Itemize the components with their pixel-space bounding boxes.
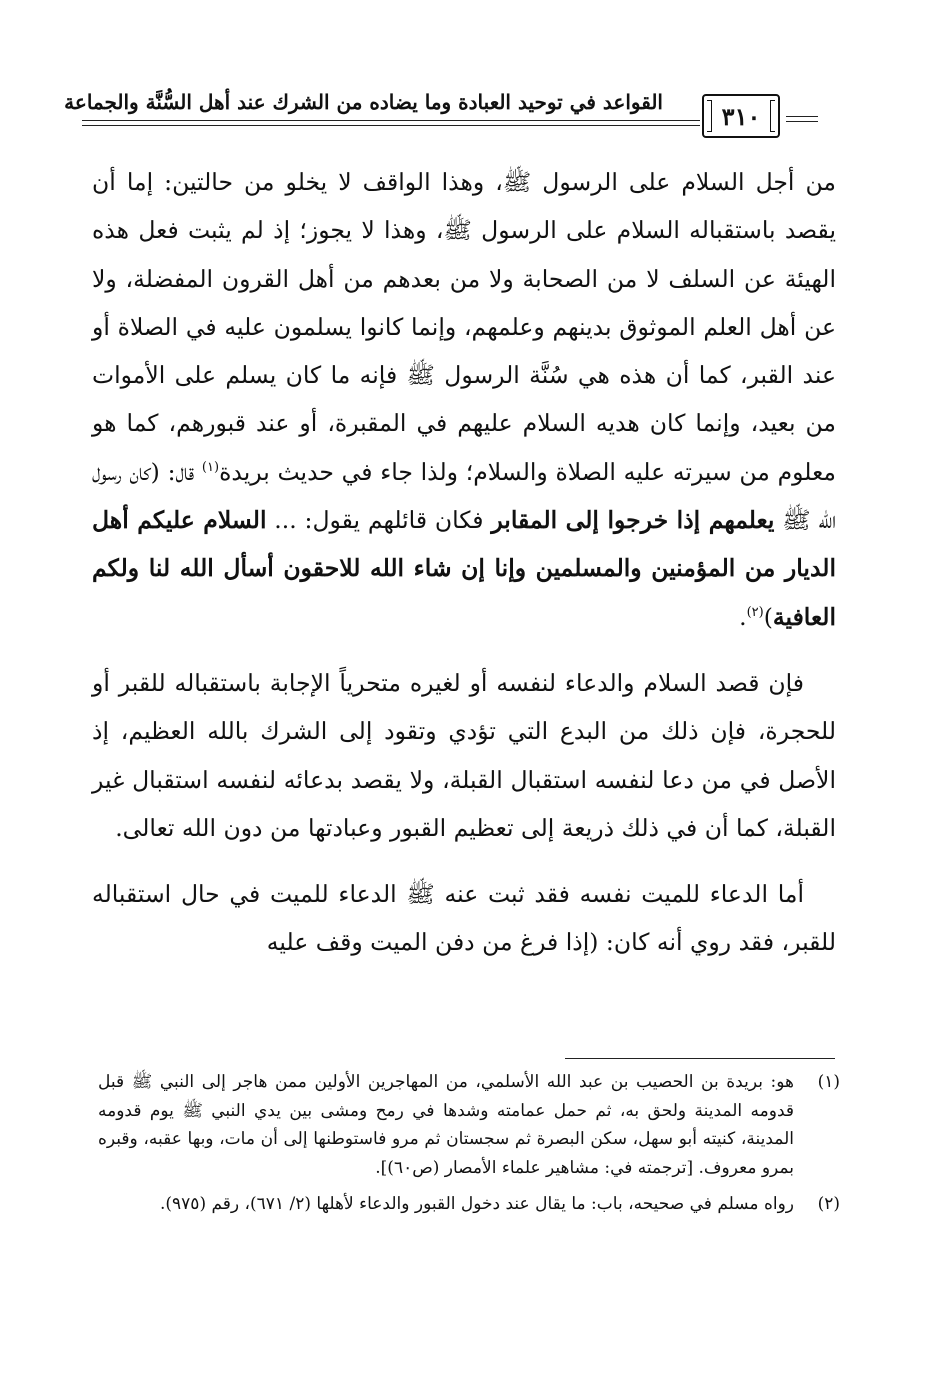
p1-text-d: ) bbox=[763, 602, 773, 631]
p1-bold-1: يعلمهم إذا خرجوا إلى المقابر bbox=[491, 506, 775, 535]
header-title: القواعد في توحيد العبادة وما يضاده من الشرك عند أهل السُّنَّة والجماعة bbox=[64, 90, 663, 114]
page-number: ٣١٠ bbox=[721, 101, 761, 131]
footnote-ref-2[interactable]: (٢) bbox=[746, 604, 764, 620]
p1-bold-2: السلام عليكم أهل الديار من المؤمنين والمسلمين وإنا إن شاء الله للاحقون أسأل الله لنا ولكم العافية bbox=[92, 506, 836, 631]
footnotes bbox=[98, 1068, 840, 1227]
paragraph-3: أما الدعاء للميت نفسه فقد ثبت عنه ﷺ الدعاء للميت في حال استقباله للقبر، فقد روي أنه كان: (إذا فرغ من دفن الميت وقف عليه bbox=[92, 880, 836, 957]
footnote-2 bbox=[98, 1190, 840, 1219]
main-text bbox=[92, 158, 836, 967]
paragraph-2: فإن قصد السلام والدعاء لنفسه أو لغيره متحرياً الإجابة باستقباله للقبر أو للحجرة، فإن ذلك من البدع التي تؤدي وتقود إلى الشرك بالله العظيم، إذ الأصل في من دعا لنفسه استقبال القبلة، ولا يقصد بدعائه لنفسه استقبال غير القبلة، كما أن في ذلك ذريعة إلى تعظيم القبور وعبادتها من دون الله تعالى. bbox=[92, 668, 836, 842]
page-number-box bbox=[702, 94, 780, 138]
header-rule bbox=[82, 120, 700, 126]
header-dash bbox=[786, 116, 818, 122]
p1-text-c: فكان قائلهم يقول: ... bbox=[266, 506, 492, 535]
footnote-ref-1[interactable]: (١) bbox=[201, 459, 220, 475]
p1-text-b: قال: (كان رسول الله ﷺ bbox=[92, 457, 836, 535]
running-header bbox=[64, 86, 858, 144]
footnote-1 bbox=[98, 1068, 840, 1182]
footnote-separator bbox=[565, 1058, 835, 1059]
footnote-text: رواه مسلم في صحيحه، باب: ما يقال عند دخول القبور والدعاء لأهلها (٢/ ٦٧١)، رقم (٩٧٥). bbox=[160, 1194, 794, 1214]
p1-text-a: من أجل السلام على الرسول ﷺ، وهذا الواقف لا يخلو من حالتين: إما أن يقصد باستقباله السلام على الرسول ﷺ، وهذا لا يجوز؛ إذ لم يثبت فعل هذه الهيئة عن السلف لا من الصحابة ولا من بعدهم من أهل القرون المفضلة، ولا عن أهل العلم الموثوق بدينهم وعلمهم، وإنما كانوا يسلمون عليه في الصلاة أو عند القبر، كما أن هذه هي سُنَّة الرسول ﷺ فإنه ما كان يسلم على الأموات من بعيد، وإنما كان هديه السلام عليهم في المقبرة، أو عند قبورهم، كما هو معلوم من سيرته عليه الصلاة والسلام؛ ولذا جاء في حديث بريدة bbox=[92, 168, 837, 486]
footnote-number: (٢) bbox=[817, 1194, 840, 1214]
footnote-text: هو: بريدة بن الحصيب بن عبد الله الأسلمي، من المهاجرين الأولين ممن هاجر إلى النبي ﷺ قبل قدومه المدينة ولحق به، ثم حمل عمامته وشدها في رمح ومشى بين يدي النبي ﷺ يوم قدومه المدينة، كنيته أبو سهل، سكن البصرة ثم سجستان ثم مرو فاستوطنها إلى أن مات، وبها عقبه، وقبره بمرو معروف. [ترجمته في: مشاهير علماء الأمصار (ص٦٠)]. bbox=[98, 1072, 794, 1178]
paragraph-1 bbox=[92, 158, 836, 641]
footnote-number: (١) bbox=[817, 1072, 840, 1092]
p1-text-e: . bbox=[739, 602, 747, 631]
